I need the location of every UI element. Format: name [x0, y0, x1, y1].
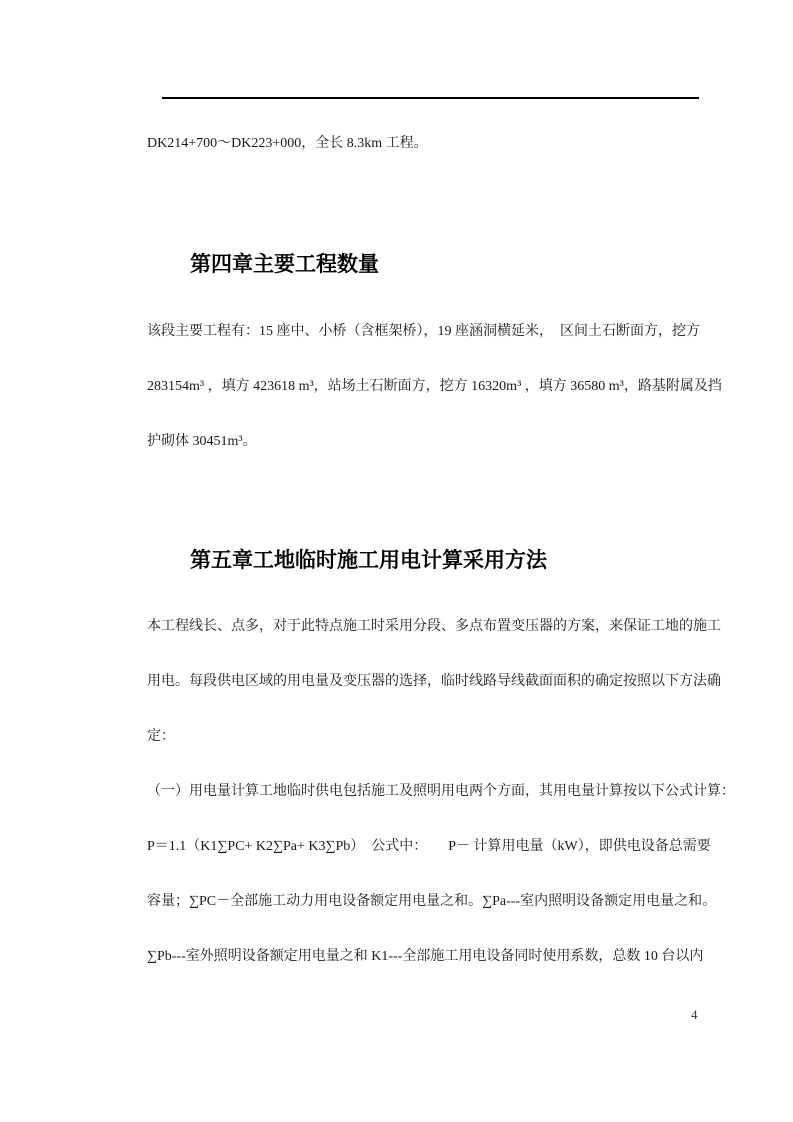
chapter5-body-line: 定： — [147, 729, 175, 744]
chapter4-title: 第四章主要工程数量 — [190, 252, 379, 276]
intro-text: DK214+700～DK223+000，全长 8.3km 工程。 — [147, 136, 428, 151]
chapter4-body-line: 283154m³ ，填方 423618 m³，站场土石断面方，挖方 16320m³ ，填方 36580 m³，路基附属及挡 — [147, 379, 722, 394]
chapter5-body-line: ∑Pb---室外照明设备额定用电量之和 K1---全部施工用电设备同时使用系数，总数 10 台以内 — [147, 949, 704, 964]
chapter5-body-line: 本工程线长、点多，对于此特点施工时采用分段、多点布置变压器的方案，来保证工地的施工 — [147, 619, 721, 634]
chapter4-body-line: 该段主要工程有：15 座中、小桥（含框架桥），19 座涵洞横延米， 区间土石断面方，挖方 — [147, 324, 700, 339]
page-header-rule — [162, 97, 699, 99]
chapter5-title: 第五章工地临时施工用电计算采用方法 — [190, 548, 547, 572]
chapter5-body-line: 容量；∑PC－全部施工动力用电设备额定用电量之和。∑Pa---室内照明设备额定用电量之和。 — [147, 894, 717, 909]
chapter5-body-line: 用电。每段供电区域的用电量及变压器的选择，临时线路导线截面面积的确定按照以下方法确 — [147, 674, 721, 689]
chapter4-body-line: 护砌体 30451m³。 — [147, 434, 257, 449]
page-number: 4 — [691, 1007, 698, 1022]
chapter5-body-line: P＝1.1（K1∑PC+ K2∑Pa+ K3∑Pb） 公式中： P－ 计算用电量（kW），即供电设备总需要 — [147, 839, 711, 854]
chapter5-body-line: （一）用电量计算工地临时供电包括施工及照明用电两个方面，其用电量计算按以下公式计算： — [147, 784, 735, 799]
